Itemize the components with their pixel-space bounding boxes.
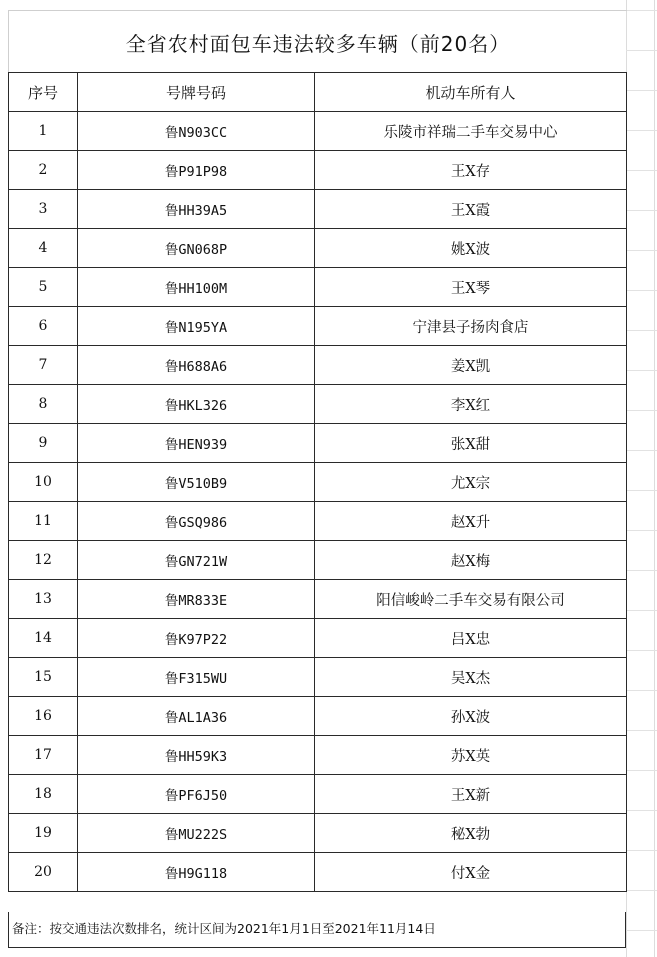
table-row (9, 580, 627, 619)
row-owner: 姜X凯 (315, 346, 627, 385)
row-owner: 苏X英 (315, 736, 627, 775)
row-plate: 鲁AL1A36 (78, 697, 315, 736)
row-plate: 鲁K97P22 (78, 619, 315, 658)
row-owner: 王X存 (315, 151, 627, 190)
row-plate: 鲁N903CC (78, 112, 315, 151)
vehicle-table (8, 72, 627, 892)
grid-line (626, 810, 657, 811)
row-plate: 鲁PF6J50 (78, 775, 315, 814)
grid-line (626, 930, 657, 931)
grid-line (626, 10, 657, 11)
row-owner: 吴X杰 (315, 658, 627, 697)
row-owner: 阳信峻岭二手车交易有限公司 (315, 580, 627, 619)
row-plate: 鲁V510B9 (78, 463, 315, 502)
grid-line (626, 490, 657, 491)
row-plate: 鲁GN068P (78, 229, 315, 268)
table-row (9, 541, 627, 580)
table-row (9, 736, 627, 775)
grid-line (626, 130, 657, 131)
grid-line (626, 250, 657, 251)
row-owner: 乐陵市祥瑞二手车交易中心 (315, 112, 627, 151)
grid-line (626, 570, 657, 571)
row-plate: 鲁HH100M (78, 268, 315, 307)
row-index: 1 (9, 112, 78, 151)
row-index: 6 (9, 307, 78, 346)
row-owner: 赵X升 (315, 502, 627, 541)
grid-line (626, 290, 657, 291)
table-row (9, 424, 627, 463)
row-owner: 吕X忠 (315, 619, 627, 658)
table-row (9, 775, 627, 814)
row-index: 14 (9, 619, 78, 658)
header-owner: 机动车所有人 (315, 73, 627, 112)
table-row (9, 190, 627, 229)
row-index: 8 (9, 385, 78, 424)
row-owner: 赵X梅 (315, 541, 627, 580)
grid-line (626, 450, 657, 451)
row-index: 3 (9, 190, 78, 229)
row-owner: 付X金 (315, 853, 627, 892)
table-row (9, 385, 627, 424)
title-cell (8, 10, 627, 73)
row-index: 15 (9, 658, 78, 697)
table-row (9, 151, 627, 190)
row-index: 7 (9, 346, 78, 385)
row-index: 17 (9, 736, 78, 775)
row-index: 9 (9, 424, 78, 463)
row-owner: 王X霞 (315, 190, 627, 229)
grid-line (626, 650, 657, 651)
row-plate: 鲁GN721W (78, 541, 315, 580)
header-index: 序号 (9, 73, 78, 112)
row-index: 18 (9, 775, 78, 814)
row-index: 11 (9, 502, 78, 541)
row-owner: 王X琴 (315, 268, 627, 307)
table-row (9, 268, 627, 307)
row-plate: 鲁HH59K3 (78, 736, 315, 775)
grid-line (626, 370, 657, 371)
grid-line (626, 210, 657, 211)
grid-line (626, 530, 657, 531)
row-index: 16 (9, 697, 78, 736)
row-plate: 鲁H9G118 (78, 853, 315, 892)
row-plate: 鲁HEN939 (78, 424, 315, 463)
row-index: 12 (9, 541, 78, 580)
grid-line (626, 90, 657, 91)
table-row (9, 697, 627, 736)
row-owner: 宁津县子扬肉食店 (315, 307, 627, 346)
table-row (9, 307, 627, 346)
table-row (9, 463, 627, 502)
row-owner: 秘X勃 (315, 814, 627, 853)
row-plate: 鲁GSQ986 (78, 502, 315, 541)
row-index: 10 (9, 463, 78, 502)
header-plate: 号牌号码 (78, 73, 315, 112)
row-index: 5 (9, 268, 78, 307)
row-owner: 李X红 (315, 385, 627, 424)
row-plate: 鲁MR833E (78, 580, 315, 619)
grid-line (626, 890, 657, 891)
grid-line (626, 610, 657, 611)
row-index: 20 (9, 853, 78, 892)
grid-line (626, 170, 657, 171)
row-plate: 鲁P91P98 (78, 151, 315, 190)
row-plate: 鲁HKL326 (78, 385, 315, 424)
row-owner: 孙X波 (315, 697, 627, 736)
row-owner: 姚X波 (315, 229, 627, 268)
grid-line (654, 0, 655, 957)
row-index: 13 (9, 580, 78, 619)
grid-line (626, 690, 657, 691)
grid-line (626, 330, 657, 331)
table-row (9, 814, 627, 853)
table-header-row (9, 73, 627, 112)
row-owner: 尤X宗 (315, 463, 627, 502)
grid-line (626, 50, 657, 51)
row-index: 4 (9, 229, 78, 268)
row-plate: 鲁H688A6 (78, 346, 315, 385)
row-plate: 鲁MU222S (78, 814, 315, 853)
row-plate: 鲁N195YA (78, 307, 315, 346)
table-row (9, 853, 627, 892)
grid-line (626, 770, 657, 771)
row-owner: 王X新 (315, 775, 627, 814)
row-plate: 鲁F315WU (78, 658, 315, 697)
grid-line (626, 730, 657, 731)
row-plate: 鲁HH39A5 (78, 190, 315, 229)
table-row (9, 346, 627, 385)
page-title: 全省农村面包车违法较多车辆（前20名） (125, 31, 511, 56)
table-row (9, 619, 627, 658)
row-index: 19 (9, 814, 78, 853)
table-row (9, 658, 627, 697)
table-row (9, 502, 627, 541)
table-row (9, 112, 627, 151)
row-owner: 张X甜 (315, 424, 627, 463)
footnote: 备注：按交通违法次数排名，统计区间为2021年1月1日至2021年11月14日 (8, 912, 626, 948)
table-row (9, 229, 627, 268)
grid-line (626, 850, 657, 851)
row-index: 2 (9, 151, 78, 190)
grid-line (626, 410, 657, 411)
